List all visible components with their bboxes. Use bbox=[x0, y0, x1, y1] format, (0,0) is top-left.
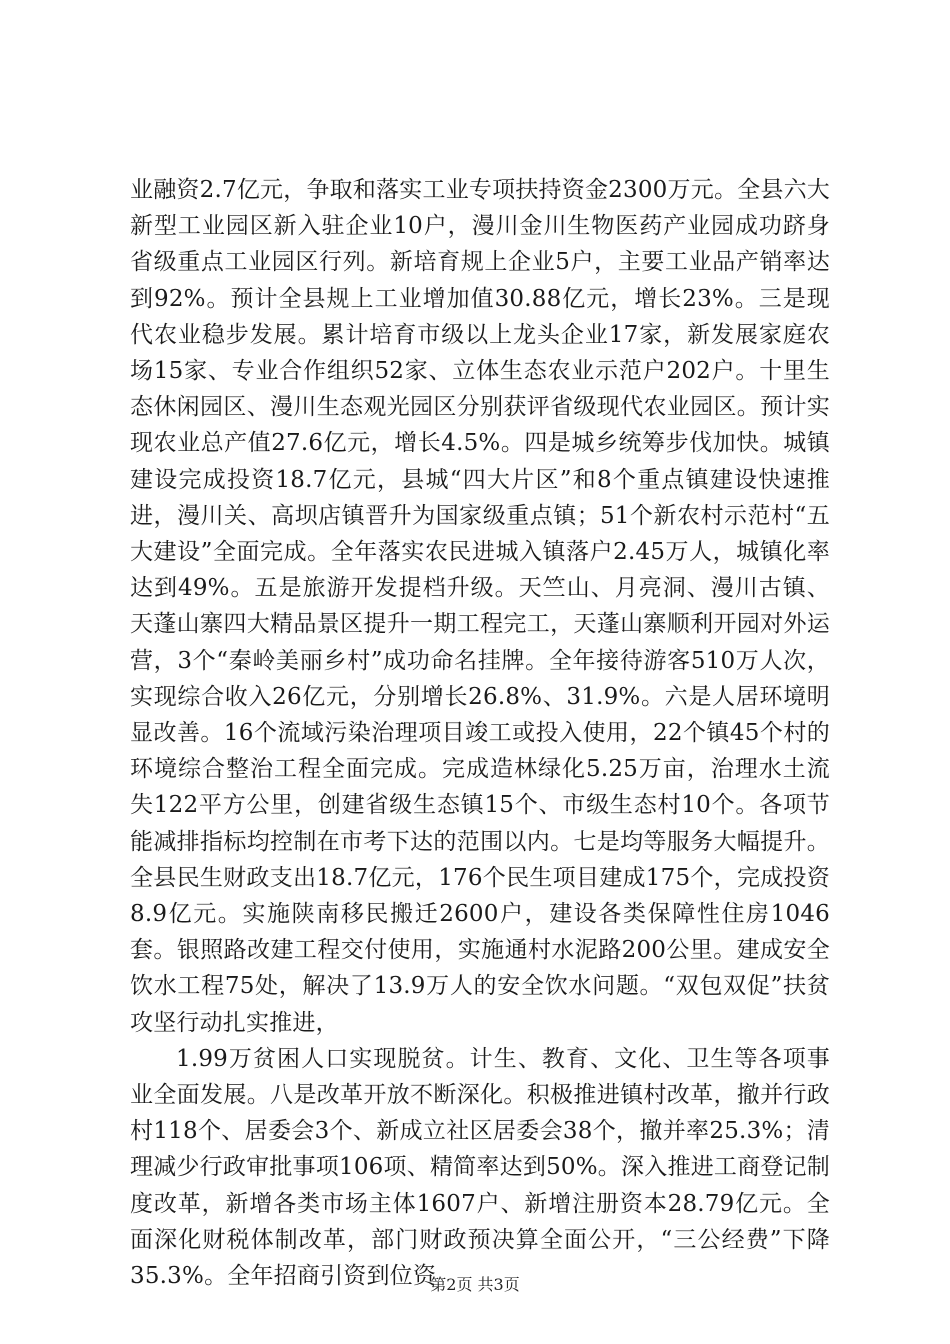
page-footer: 第2页 共3页 bbox=[430, 1275, 520, 1294]
body-text bbox=[130, 172, 830, 1294]
paragraph-1: 业融资2.7亿元，争取和落实工业专项扶持资金2300万元。全县六大新型工业园区新入驻企业10户，漫川金川生物医药产业园成功跻身省级重点工业园区行列。新培育规上企业5户，主要工业品产销率达到92%。预计全县规上工业增加值30.88亿元，增长23%。三是现代农业稳步发展。累计培育市级以上龙头企业17家，新发展家庭农场15家、专业合作组织52家、立体生态农业示范户202户。十里生态休闲园区、漫川生态观光园区分别获评省级现代农业园区。预计实现农业总产值27.6亿元，增长4.5%。四是城乡统筹步伐加快。城镇建设完成投资18.7亿元，县城“四大片区”和8个重点镇建设快速推进，漫川关、高坝店镇晋升为国家级重点镇；51个新农村示范村“五大建设”全面完成。全年落实农民进城入镇落户2.45万人，城镇化率达到49%。五是旅游开发提档升级。天竺山、月亮洞、漫川古镇、天蓬山寨四大精品景区提升一期工程完工，天蓬山寨顺利开园对外运营，3个“秦岭美丽乡村”成功命名挂牌。全年接待游客510万人次，实现综合收入26亿元，分别增长26.8%、31.9%。六是人居环境明显改善。16个流域污染治理项目竣工或投入使用，22个镇45个村的环境综合整治工程全面完成。完成造林绿化5.25万亩，治理水土流失122平方公里，创建省级生态镇15个、市级生态村10个。各项节能减排指标均控制在市考下达的范围以内。七是均等服务大幅提升。全县民生财政支出18.7亿元，176个民生项目建成175个，完成投资8.9亿元。实施陕南移民搬迁2600户，建设各类保障性住房1046套。银照路改建工程交付使用，实施通村水泥路200公里。建成安全饮水工程75处，解决了13.9万人的安全饮水问题。“双包双促”扶贫攻坚行动扎实推进， bbox=[130, 177, 830, 1036]
paragraph-2: 1.99万贫困人口实现脱贫。计生、教育、文化、卫生等各项事业全面发展。八是改革开放不断深化。积极推进镇村改革，撤并行政村118个、居委会3个、新成立社区居委会38个，撤并率25.3%；清理减少行政审批事项106项、精简率达到50%。深入推进工商登记制度改革，新增各类市场主体1607户、新增注册资本28.79亿元。全面深化财税体制改革，部门财政预决算全面公开，“三公经费”下降35.3%。全年招商引资到位资 bbox=[130, 1045, 830, 1290]
